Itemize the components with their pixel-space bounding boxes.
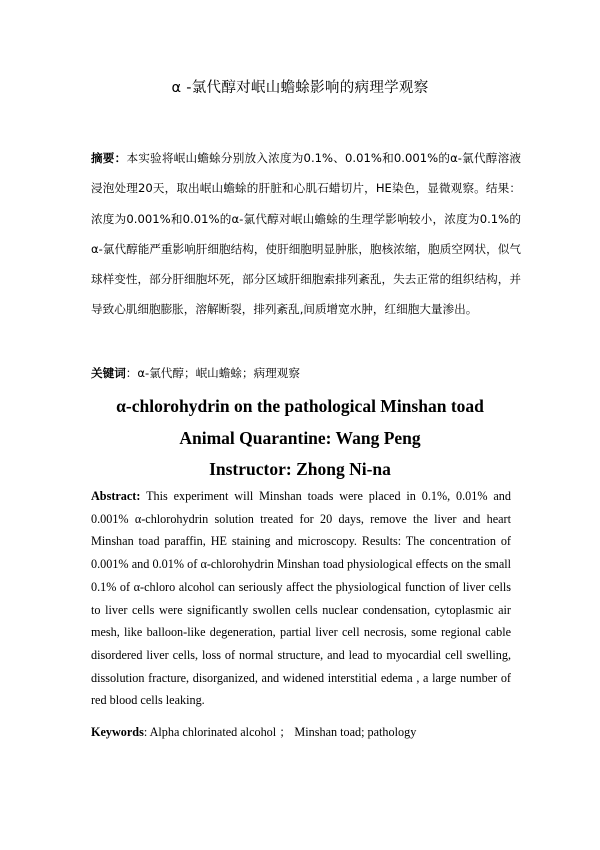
english-author: Animal Quarantine: Wang Peng	[179, 428, 421, 448]
english-instructor: Instructor: Zhong Ni-na	[209, 459, 391, 479]
chinese-keywords	[91, 363, 521, 383]
english-keywords	[91, 722, 511, 742]
english-keywords-label: Keywords	[91, 725, 144, 739]
chinese-keywords-label: 关键词	[91, 366, 126, 380]
chinese-keywords-text: ：α-氯代醇；岷山蟾蜍；病理观察	[125, 366, 300, 380]
english-abstract-label: Abstract:	[91, 489, 141, 503]
english-abstract-text: This experiment will Minshan toads were placed in 0.1%, 0.01% and 0.001% α-chlorohydrin solution treated for 20 days, remove the liver and heart Minshan toad paraffin, HE staining and microscopy. Results: The concentration of 0.001% and 0.01% of α-chlorohydrin Minshan toad physiological effects on the small 0.1% of α-chloro alcohol can seriously affect the physiological function of liver cells to liver cells were significantly swollen cells nuclear condensation, cytoplasmic air mesh, like balloon-like degeneration, partial liver cell necrosis, some regional cable disordered liver cells, loss of normal structure, and lead to myocardial cell swelling, dissolution fracture, disorganized, and widened interstitial edema , a large number of red blood cells leaking.	[91, 489, 511, 708]
chinese-abstract-label: 摘要：	[91, 151, 127, 165]
chinese-abstract-text: 本实验将岷山蟾蜍分别放入浓度为0.1%、0.01%和0.001%的α-氯代醇溶液浸泡处理20天，取出岷山蟾蜍的肝脏和心肌石蜡切片，HE染色，显微观察。结果：浓度为0.001%和0.01%的α-氯代醇对岷山蟾蜍的生理学影响较小，浓度为0.1%的α-氯代醇能严重影响肝细胞结构，使肝细胞明显肿胀，胞核浓缩，胞质空网状，似气球样变性，部分肝细胞坏死，部分区域肝细胞索排列紊乱，失去正常的组织结构，并导致心肌细胞膨胀，溶解断裂，排列紊乱,间质增宽水肿，红细胞大量渗出。	[91, 151, 521, 317]
chinese-title: α -氯代醇对岷山蟾蜍影响的病理学观察	[171, 80, 429, 96]
chinese-abstract	[91, 143, 521, 325]
english-keywords-text: : Alpha chlorinated alcohol ； Minshan toad; pathology	[143, 725, 417, 739]
english-title: α-chlorohydrin on the pathological Minshan toad	[116, 396, 484, 416]
english-abstract	[91, 485, 511, 712]
